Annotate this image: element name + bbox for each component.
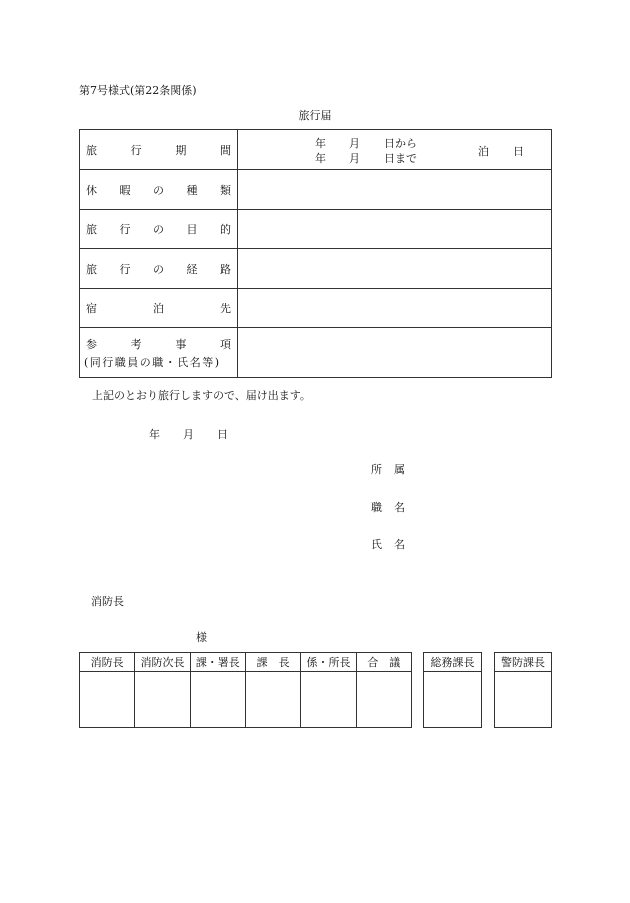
row-reference-notes [80, 328, 552, 378]
label-leave-type: 休 暇 の 種 類 [80, 170, 238, 210]
period-to-year: 年 [315, 152, 326, 165]
document-title: 旅行届 [298, 109, 332, 122]
travel-notice-table [79, 129, 552, 378]
period-from-year: 年 [315, 137, 326, 150]
approval-header-general-affairs-chief: 総務課長 [424, 653, 482, 672]
stamp-box-deputy-chief[interactable] [135, 672, 190, 728]
declaration-statement: 上記のとおり旅行しますので、届け出ます。 [92, 389, 311, 402]
affiliation-label: 所 属 [371, 463, 405, 476]
stamp-box-fire-chief[interactable] [80, 672, 135, 728]
reference-notes-field[interactable] [238, 328, 552, 378]
general-affairs-stamp-table [423, 652, 482, 728]
label-travel-purpose: 旅 行 の 目 的 [80, 210, 238, 249]
label-travel-route: 旅 行 の 経 路 [80, 249, 238, 289]
stamp-box-consultation[interactable] [356, 672, 411, 728]
travel-period-field[interactable] [238, 130, 552, 170]
label-accommodation: 宿 泊 先 [80, 289, 238, 328]
label-travel-period: 旅 行 期 間 [80, 130, 238, 170]
submission-date[interactable] [149, 426, 228, 442]
travel-route-field[interactable] [238, 249, 552, 289]
period-days: 日 [513, 145, 524, 158]
fire-prevention-stamp-table [494, 652, 552, 728]
approval-stamp-table [79, 652, 412, 728]
stamp-box-division-station-chief[interactable] [190, 672, 245, 728]
date-year: 年 [149, 428, 160, 441]
approval-header-division-station-chief: 課・署長 [190, 653, 245, 672]
reference-notes-sublabel: (同行職員の職・氏名等) [84, 355, 221, 369]
approval-header-unit-office-chief: 係・所長 [301, 653, 356, 672]
date-day: 日 [217, 428, 228, 441]
label-reference-notes: 参 考 事 項 (同行職員の職・氏名等) [80, 328, 238, 378]
row-travel-route [80, 249, 552, 289]
row-leave-type [80, 170, 552, 210]
period-from-day: 日から [384, 137, 417, 150]
approval-header-section-chief: 課 長 [245, 653, 300, 672]
addressee: 消防長 [91, 595, 124, 608]
stamp-box-fire-defense-chief[interactable] [495, 672, 552, 728]
stamp-box-general-affairs-chief[interactable] [424, 672, 482, 728]
approval-header-consultation: 合 議 [356, 653, 411, 672]
leave-type-field[interactable] [238, 170, 552, 210]
approval-header-deputy-chief: 消防次長 [135, 653, 190, 672]
row-travel-period [80, 130, 552, 170]
period-from-month: 月 [349, 137, 360, 150]
row-accommodation [80, 289, 552, 328]
date-month: 月 [183, 428, 194, 441]
accommodation-field[interactable] [238, 289, 552, 328]
travel-purpose-field[interactable] [238, 210, 552, 249]
stamp-box-unit-office-chief[interactable] [301, 672, 356, 728]
period-nights: 泊 [478, 145, 489, 158]
row-travel-purpose [80, 210, 552, 249]
approval-header-fire-chief: 消防長 [80, 653, 135, 672]
name-label: 氏 名 [371, 538, 405, 551]
form-number: 第7号様式(第22条関係) [79, 84, 197, 97]
honorific: 様 [196, 631, 207, 644]
position-label: 職 名 [371, 501, 405, 514]
stamp-box-section-chief[interactable] [245, 672, 300, 728]
approval-header-fire-defense-chief: 警防課長 [495, 653, 552, 672]
period-to-day: 日まで [384, 152, 417, 165]
period-to-month: 月 [349, 152, 360, 165]
